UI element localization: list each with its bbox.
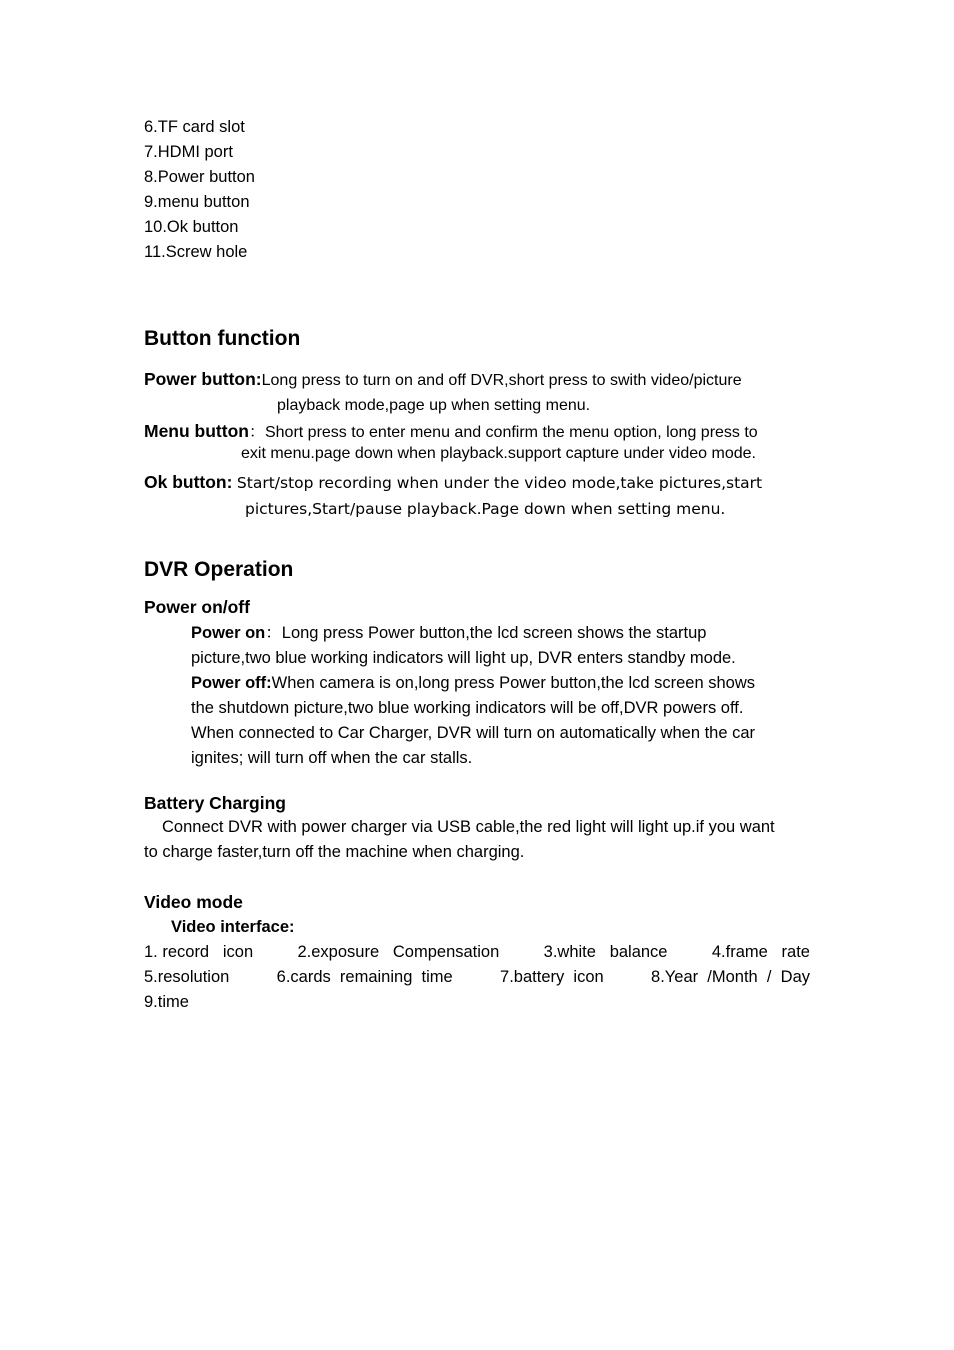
battery-charging-heading: Battery Charging — [144, 793, 286, 813]
power-button-desc-line1 — [144, 369, 742, 390]
interface-item: 1. record icon — [144, 943, 254, 961]
power-on-line1 — [191, 621, 755, 646]
interface-item: 7.battery icon — [500, 968, 604, 986]
list-item: 8.Power button — [144, 168, 255, 186]
menu-button-text: Short press to enter menu and confirm the menu option, long press to — [264, 424, 758, 441]
car-charger-line2: ignites; will turn off when the car stalls. — [191, 749, 473, 767]
battery-charging-line1: Connect DVR with power charger via USB cable,the red light will light up.if you want — [162, 818, 775, 836]
power-off-line1 — [191, 671, 755, 696]
power-off-text: When camera is on,long press Power button,the lcd screen shows — [271, 674, 755, 692]
list-item: 6.TF card slot — [144, 118, 245, 136]
power-off-label: Power off: — [191, 674, 272, 692]
interface-item: 5.resolution — [144, 968, 230, 986]
interface-item: 6.cards remaining time — [276, 968, 453, 986]
power-button-desc-line2: playback mode,page up when setting menu. — [277, 397, 591, 414]
ok-button-label: Ok button: — [144, 472, 233, 492]
video-mode-heading: Video mode — [144, 892, 243, 912]
menu-button-desc-line1 — [144, 419, 758, 442]
list-item: 9.menu button — [144, 193, 250, 211]
video-interface-row-3: 9.time — [144, 993, 189, 1011]
power-button-text: Long press to turn on and off DVR,short press to swith video/picture — [261, 372, 742, 389]
ok-button-desc-line2: pictures,Start/pause playback.Page down when setting menu. — [245, 500, 726, 518]
dvr-operation-heading: DVR Operation — [144, 558, 294, 581]
interface-item: 4.frame rate — [711, 943, 810, 961]
ok-button-desc-line1 — [144, 472, 762, 493]
power-button-label: Power button: — [144, 369, 262, 389]
power-off-line2: the shutdown picture,two blue working indicators will be off,DVR powers off. — [191, 699, 744, 717]
video-interface-row-1 — [144, 940, 810, 965]
button-function-heading: Button function — [144, 327, 301, 350]
menu-button-label: Menu button — [144, 421, 249, 441]
interface-item: 8.Year /Month / Day — [651, 968, 810, 986]
battery-charging-line2: to charge faster,turn off the machine when charging. — [144, 843, 525, 861]
video-interface-row-2 — [144, 965, 810, 990]
power-on-sep: ： — [265, 624, 282, 642]
list-item: 10.Ok button — [144, 218, 239, 236]
menu-button-desc-line2: exit menu.page down when playback.support capture under video mode. — [241, 445, 756, 462]
power-on-line2: picture,two blue working indicators will light up, DVR enters standby mode. — [191, 649, 736, 667]
power-on-label: Power on — [191, 624, 266, 642]
power-onoff-body — [191, 621, 755, 771]
menu-button-sep: ： — [248, 424, 265, 441]
list-item: 7.HDMI port — [144, 143, 233, 161]
power-on-text: Long press Power button,the lcd screen shows the startup — [281, 624, 707, 642]
power-onoff-heading: Power on/off — [144, 597, 250, 617]
ok-button-text: Start/stop recording when under the video mode,take pictures,start — [236, 474, 763, 492]
car-charger-line1: When connected to Car Charger, DVR will turn on automatically when the car — [191, 724, 756, 742]
interface-item: 2.exposure Compensation — [297, 943, 500, 961]
video-interface-label: Video interface: — [171, 918, 295, 936]
parts-list — [144, 115, 255, 265]
interface-item: 3.white balance — [543, 943, 668, 961]
list-item: 11.Screw hole — [144, 243, 248, 261]
